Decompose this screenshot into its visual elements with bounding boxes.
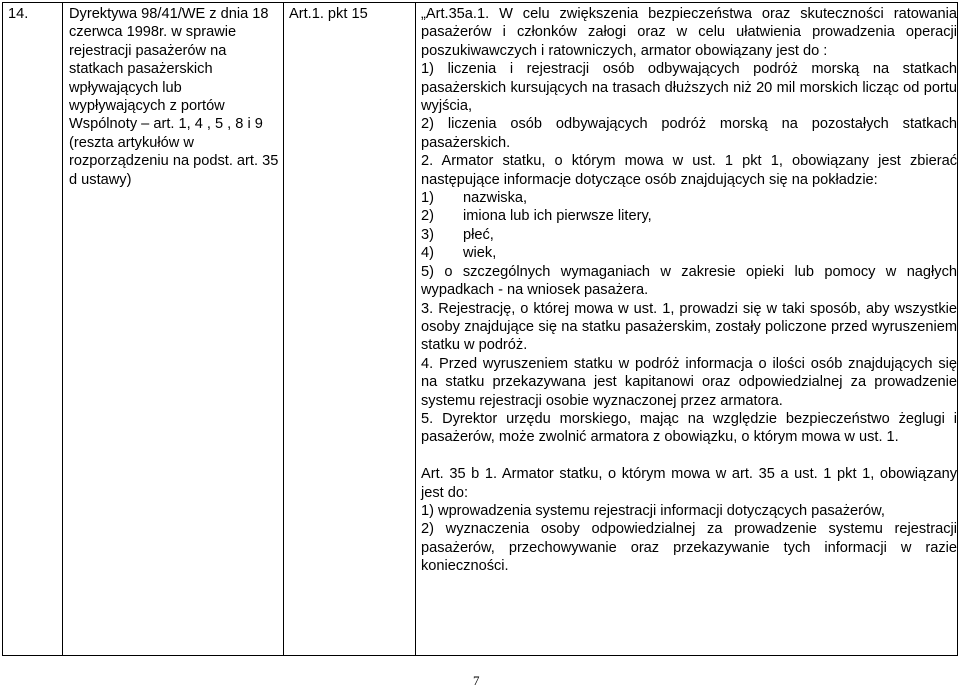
- list-item: 4) wiek,: [421, 245, 497, 262]
- list-item: 3) płeć,: [421, 226, 494, 243]
- column-divider: [62, 3, 63, 655]
- list-item: 1) nazwiska,: [421, 190, 528, 207]
- spacer: [421, 447, 957, 465]
- list-item: 2) imiona lub ich pierwsze litery,: [421, 208, 652, 225]
- column-divider: [283, 3, 284, 655]
- paragraph-item-1: 1) liczenia i rejestracji osób odbywających podróż morską na statkach pasażerskich kursujących na trasach dłuższych niż 20 mil morskich licząc od portu wyjścia,: [421, 61, 957, 115]
- paragraph-art-35b-item-1: 1) wprowadzenia systemu rejestracji informacji dotyczących pasażerów,: [421, 502, 885, 519]
- paragraph-item-2: 2) liczenia osób odbywających podróż morską na pozostałych statkach pasażerskich.: [421, 116, 957, 151]
- paragraph-section-4: 4. Przed wyruszeniem statku w podróż informacja o ilości osób znajdujących się na statku przekazywana jest kapitanowi oraz odpowiedzialnej za prowadzenie systemu rejestracji osobie wyznaczonej przez armatora.: [421, 355, 957, 409]
- directive-title: Dyrektywa 98/41/WE z dnia 18 czerwca 1998r. w sprawie rejestracji pasażerów na statkach pasażerskich wpływających lub wypływających z portów Wspólnoty – art. 1, 4 , 5 , 8 i 9 (reszta artykułów w rozporządzeniu na podst. art. 35 d ustawy): [69, 6, 279, 188]
- article-reference: Art.1. pkt 15: [289, 6, 368, 22]
- paragraph-section-2: 2. Armator statku, o którym mowa w ust. 1 pkt 1, obowiązany jest zbierać następujące informacje dotyczące osób znajdujących się na pokładzie:: [421, 153, 957, 188]
- paragraph-section-5: 5. Dyrektor urzędu morskiego, mając na względzie bezpieczeństwo żeglugi i pasażerów, może zwolnić armatora z obowiązku, o którym mowa w ust. 1.: [421, 410, 957, 446]
- table-row: [2, 2, 958, 656]
- paragraph-section-3: 3. Rejestrację, o której mowa w ust. 1, prowadzi się w taki sposób, aby wszystkie osoby znajdujące się na statku pasażerskim, zostały policzone przed wyruszeniem statku w podróż.: [421, 300, 957, 354]
- paragraph-intro: „Art.35a.1. W celu zwiększenia bezpieczeństwa oraz skuteczności ratowania pasażerów i członków załogi oraz w celu ułatwienia prowadzenia operacji poszukiwawczych i ratowniczych, armator obowiązany jest do :: [421, 6, 957, 59]
- row-number: 14.: [8, 6, 29, 22]
- column-divider: [415, 3, 416, 655]
- article-text: [421, 5, 957, 576]
- page-number: 7: [473, 673, 480, 688]
- paragraph-art-35b: Art. 35 b 1. Armator statku, o którym mowa w art. 35 a ust. 1 pkt 1, obowiązany jest do:: [421, 466, 957, 501]
- paragraph-art-35b-item-2: 2) wyznaczenia osoby odpowiedzialnej za prowadzenie systemu rejestracji pasażerów, przechowywanie oraz przekazywanie tych informacji w razie konieczności.: [421, 521, 957, 575]
- paragraph-list-item-5: 5) o szczególnych wymaganiach w zakresie opieki lub pomocy w nagłych wypadkach - na wniosek pasażera.: [421, 263, 957, 299]
